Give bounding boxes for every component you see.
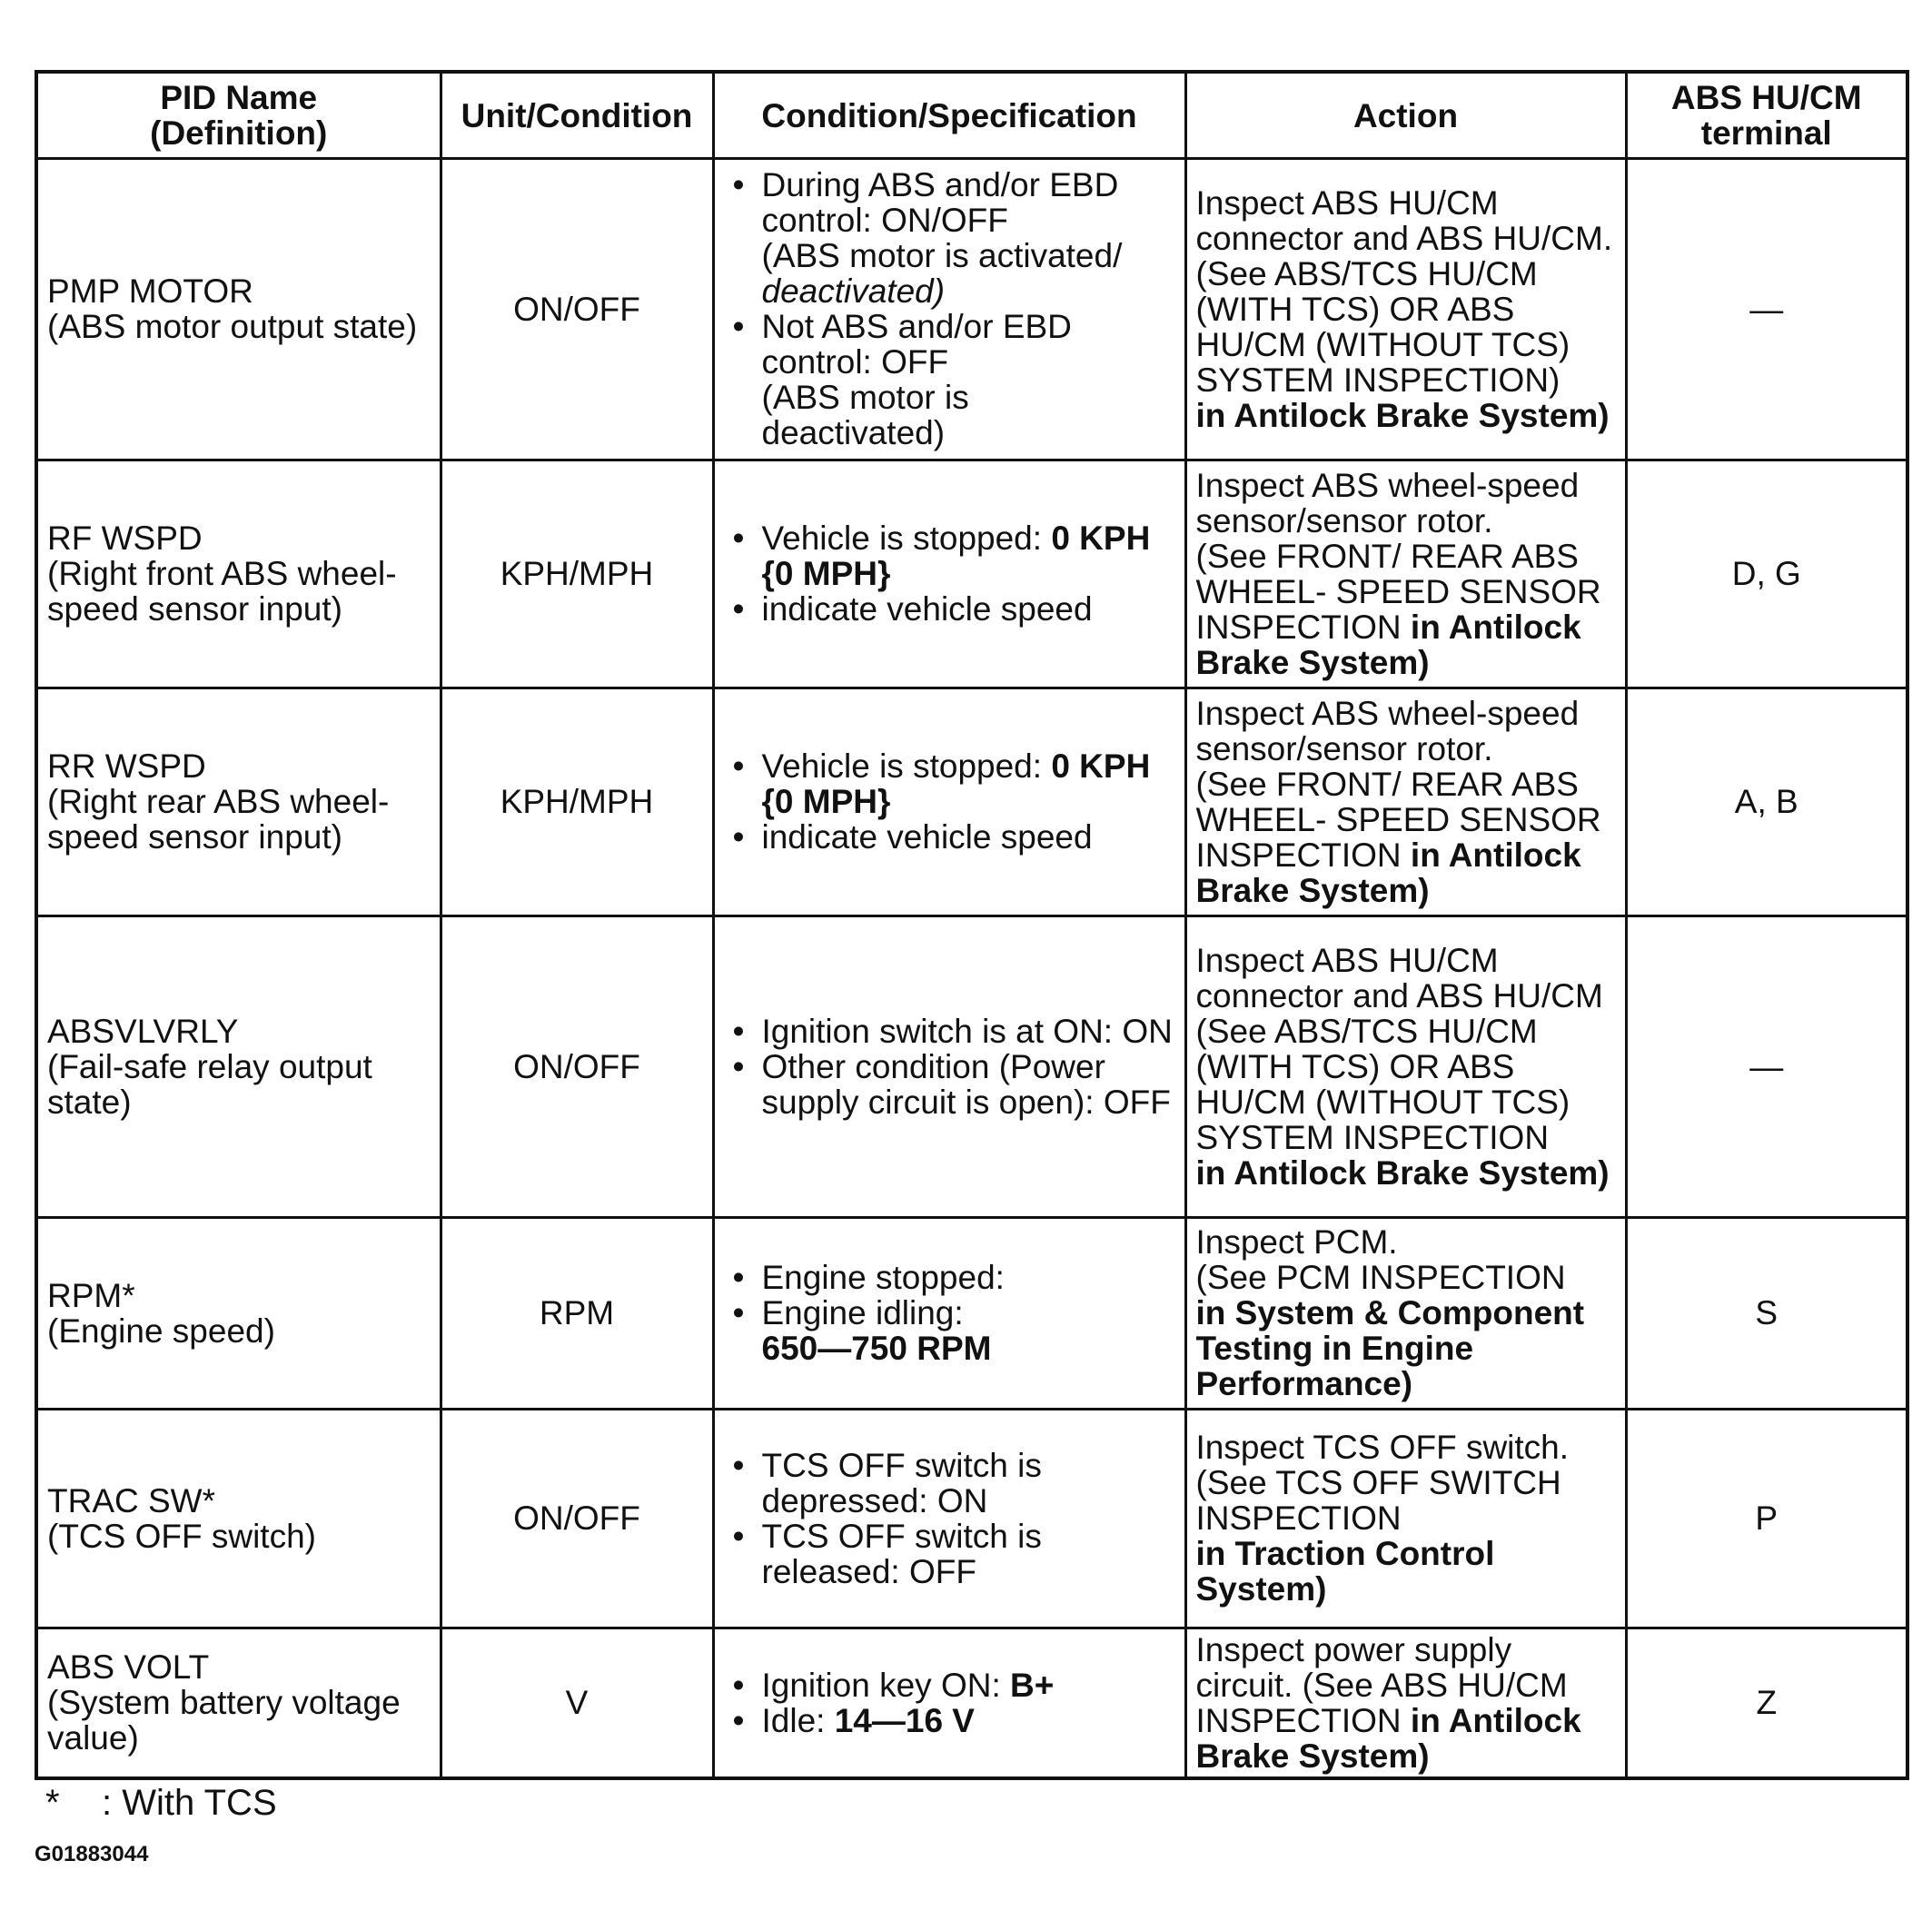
pid-name-cell [36,159,441,460]
terminal-cell: A, B [1626,688,1907,915]
pid-definition: (Right rear ABS wheel-speed sensor input) [47,783,390,856]
header-terminal: ABS HU/CM terminal [1626,72,1907,159]
condition-list [724,1014,1175,1120]
condition-item: • TCS OFF switch is depressed: ON [724,1448,1175,1519]
condition-item: • indicate vehicle speed [724,591,1175,627]
condition-item: • Ignition switch is at ON: ON [724,1014,1175,1049]
terminal-cell: — [1626,915,1907,1217]
footnote-text: : With TCS [102,1783,277,1823]
condition-list [724,167,1175,450]
pid-name: ABS VOLT [47,1648,210,1687]
footnote-symbol: * [45,1783,60,1823]
pid-name-cell [36,688,441,915]
condition-item: • TCS OFF switch is released: OFF [724,1519,1175,1589]
table-row [36,1217,1907,1409]
table-row [36,159,1907,460]
pid-name-cell [36,1409,441,1628]
action-cell: Inspect PCM. (See PCM INSPECTION in System & Component Testing in Engine Performance) [1185,1217,1626,1409]
pid-name-cell [36,460,441,688]
condition-list [724,1448,1175,1589]
pid-name: RR WSPD [47,747,206,786]
condition-item: • Ignition key ON: B+ [724,1668,1175,1703]
condition-item: • Vehicle is stopped: 0 KPH {0 MPH} [724,520,1175,591]
pid-definition: (TCS OFF switch) [47,1517,316,1555]
header-unit-condition: Unit/Condition [441,72,713,159]
action-cell: Inspect power supply circuit. (See ABS HU/CM INSPECTION in Antilock Brake System) [1185,1628,1626,1778]
pid-name: RPM* [47,1276,135,1314]
action-cell: Inspect ABS HU/CM connector and ABS HU/CM. (See ABS/TCS HU/CM (WITH TCS) OR ABS HU/CM (WITHOUT TCS) SYSTEM INSPECTION) in Antilock Brake System) [1185,159,1626,460]
action-cell: Inspect TCS OFF switch. (See TCS OFF SWITCH INSPECTION in Traction Control System) [1185,1409,1626,1628]
header-row [36,72,1907,159]
condition-item: • indicate vehicle speed [724,819,1175,855]
condition-cell [713,159,1185,460]
pid-name: RF WSPD [47,520,203,558]
figure-id: G01883044 [35,1842,149,1866]
pid-table [35,70,1909,1780]
unit-cell: ON/OFF [441,915,713,1217]
condition-list [724,1668,1175,1738]
unit-cell: KPH/MPH [441,460,713,688]
terminal-cell: D, G [1626,460,1907,688]
condition-cell [713,460,1185,688]
header-condition-spec: Condition/Specification [713,72,1185,159]
pid-name: PMP MOTOR [47,272,253,311]
condition-item: • Engine idling: 650—750 RPM [724,1295,1175,1366]
pid-name-cell [36,1217,441,1409]
unit-cell: ON/OFF [441,1409,713,1628]
terminal-cell: Z [1626,1628,1907,1778]
condition-cell [713,1409,1185,1628]
unit-cell: V [441,1628,713,1778]
pid-name-cell [36,1628,441,1778]
pid-name: ABSVLVRLY [47,1012,239,1050]
condition-item: • Not ABS and/or EBD control: OFF (ABS motor is deactivated) [724,309,1175,450]
table-row [36,1409,1907,1628]
condition-list [724,748,1175,855]
table-row [36,915,1907,1217]
condition-list [724,1260,1175,1366]
pid-definition: (Fail-safe relay output state) [47,1047,372,1121]
action-cell: Inspect ABS wheel-speed sensor/sensor rotor. (See FRONT/ REAR ABS WHEEL- SPEED SENSOR INSPECTION in Antilock Brake System) [1185,460,1626,688]
pid-definition: (System battery voltage value) [47,1684,401,1757]
action-cell: Inspect ABS HU/CM connector and ABS HU/CM (See ABS/TCS HU/CM (WITH TCS) OR ABS HU/CM (WITHOUT TCS) SYSTEM INSPECTION in Antilock Brake System) [1185,915,1626,1217]
pid-name: TRAC SW* [47,1481,215,1519]
table-row [36,688,1907,915]
terminal-cell: — [1626,159,1907,460]
unit-cell: KPH/MPH [441,688,713,915]
condition-list [724,520,1175,627]
condition-cell [713,1628,1185,1778]
header-pid-name: PID Name (Definition) [36,72,441,159]
condition-cell [713,1217,1185,1409]
action-cell: Inspect ABS wheel-speed sensor/sensor rotor. (See FRONT/ REAR ABS WHEEL- SPEED SENSOR INSPECTION in Antilock Brake System) [1185,688,1626,915]
header-action: Action [1185,72,1626,159]
terminal-cell: S [1626,1217,1907,1409]
condition-item: • During ABS and/or EBD control: ON/OFF (ABS motor is activated/ deactivated) [724,167,1175,309]
unit-cell: ON/OFF [441,159,713,460]
condition-item: • Vehicle is stopped: 0 KPH {0 MPH} [724,748,1175,819]
condition-cell [713,915,1185,1217]
table-row [36,460,1907,688]
terminal-cell: P [1626,1409,1907,1628]
table-row [36,1628,1907,1778]
pid-name-cell [36,915,441,1217]
pid-definition: (ABS motor output state) [47,308,418,346]
pid-definition: (Engine speed) [47,1311,275,1350]
condition-item: • Idle: 14—16 V [724,1703,1175,1738]
footnote [45,1780,277,1826]
pid-definition: (Right front ABS wheel-speed sensor input) [47,555,397,628]
condition-item: • Engine stopped: [724,1260,1175,1295]
condition-item: • Other condition (Power supply circuit is open): OFF [724,1049,1175,1120]
condition-cell [713,688,1185,915]
unit-cell: RPM [441,1217,713,1409]
